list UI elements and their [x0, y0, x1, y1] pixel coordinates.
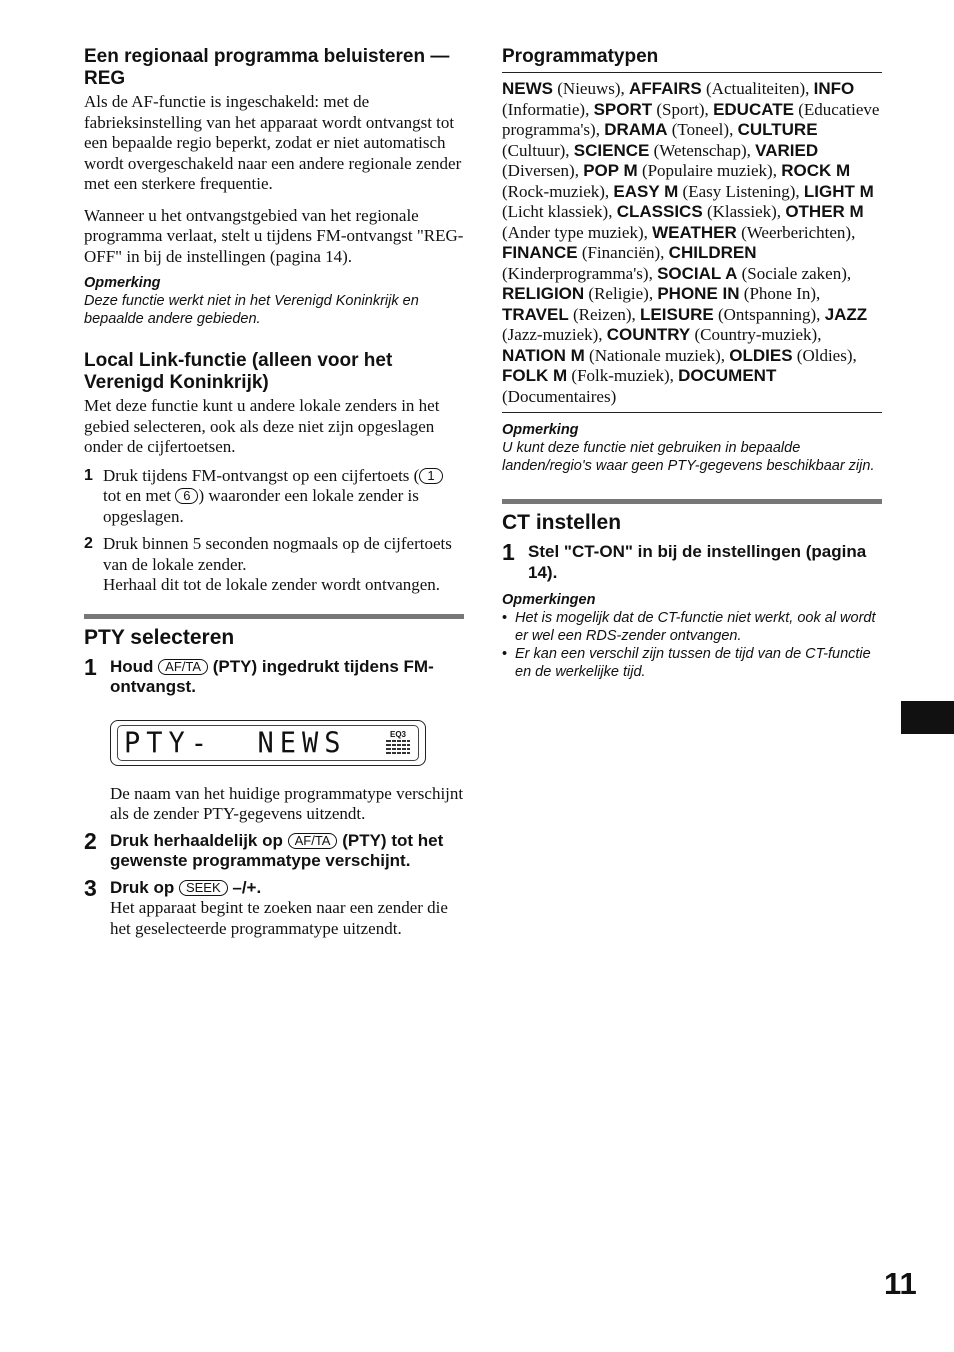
- program-type-code: NATION M: [502, 345, 585, 365]
- program-type-code: SOCIAL A: [657, 263, 738, 283]
- pty-heading: PTY selecteren: [84, 625, 235, 649]
- pty-step-3: [84, 874, 464, 940]
- step-text: tot en met: [103, 486, 176, 505]
- program-type-code: FOLK M: [502, 366, 568, 385]
- reg-note-text: Deze functie werkt niet in het Verenigd Koninkrijk en bepaalde andere gebieden.: [84, 293, 419, 327]
- program-type-desc: (Diversen),: [502, 161, 584, 180]
- program-type-code: ROCK M: [781, 161, 851, 180]
- program-type-desc: (Toneel),: [667, 120, 738, 139]
- program-type-code: CLASSICS: [616, 202, 703, 221]
- program-type-code: VARIED: [755, 140, 819, 160]
- right-column: [502, 46, 882, 681]
- program-type-code: SPORT: [593, 99, 653, 119]
- ct-step-1: [502, 539, 882, 583]
- eq-indicator: [384, 730, 412, 762]
- step-text: Houd: [110, 656, 159, 676]
- program-type-code: JAZZ: [824, 304, 868, 324]
- lcd-screen: [117, 725, 419, 761]
- section-divider: [84, 614, 464, 619]
- left-column: [84, 46, 464, 943]
- program-type-desc: (Oldies),: [792, 345, 857, 365]
- step-text: Herhaal dit tot de lokale zender wordt ontvangen.: [103, 575, 441, 594]
- program-type-code: LIGHT M: [803, 181, 874, 201]
- lcd-text: PTY- NEWS: [124, 726, 347, 760]
- program-type-code: OLDIES: [729, 345, 793, 365]
- step-text: Druk binnen 5 seconden nogmaals op de cijfertoets van de lokale zender.: [103, 534, 452, 574]
- step-text: (PTY) tot het gewenste programmatype verschijnt.: [110, 830, 444, 870]
- eq-label: EQ3: [389, 729, 406, 739]
- seek-key: SEEK: [179, 880, 228, 896]
- program-type-code: RELIGION: [502, 284, 585, 303]
- program-type-code: EDUCATE: [713, 99, 794, 119]
- local-link-heading: Local Link-functie (alleen voor het Verenigd Koninkrijk): [84, 350, 393, 393]
- program-type-code: FINANCE: [502, 243, 578, 262]
- program-types-list: [502, 79, 882, 407]
- step-text: Druk op: [110, 877, 179, 897]
- eq-bars-icon: [384, 739, 412, 757]
- program-type-desc: (Kinderprogramma's),: [502, 263, 658, 283]
- program-type-code: SCIENCE: [573, 140, 650, 160]
- program-type-desc: (Nieuws),: [553, 79, 630, 98]
- pty-step-1: [84, 653, 464, 698]
- program-type-code: DOCUMENT: [678, 366, 777, 385]
- program-type-code: COUNTRY: [606, 325, 691, 344]
- pty-step-3-desc: Het apparaat begint te zoeken naar een zender die het geselecteerde programmatype uitzendt.: [110, 898, 448, 938]
- program-type-desc: (Financiën),: [577, 243, 669, 262]
- af-ta-key: AF/TA: [158, 659, 208, 675]
- step-number: 1: [84, 653, 97, 680]
- step-number: 2: [84, 827, 97, 854]
- program-type-desc: (Populaire muziek),: [637, 161, 782, 180]
- step-number: 2: [84, 535, 93, 552]
- local-link-steps: [84, 466, 464, 596]
- page-number: 11: [884, 1266, 917, 1301]
- step-text: ) waaronder een lokale zender is opgeslagen.: [103, 486, 419, 526]
- program-type-desc: (Jazz-muziek),: [502, 325, 607, 344]
- program-type-code: DRAMA: [604, 120, 668, 139]
- program-type-desc: (Actualiteiten),: [701, 79, 814, 98]
- program-type-desc: (Folk-muziek),: [567, 366, 679, 385]
- program-type-code: AFFAIRS: [629, 79, 702, 98]
- program-type-desc: (Klassiek),: [702, 202, 786, 221]
- program-type-code: POP M: [583, 161, 638, 180]
- program-type-desc: (Nationale muziek),: [584, 345, 730, 365]
- local-link-step-1: [84, 466, 464, 528]
- section-tab-marker: [901, 701, 954, 734]
- program-type-code: LEISURE: [640, 304, 714, 324]
- program-type-desc: (Sport),: [652, 99, 714, 119]
- program-type-code: PHONE IN: [657, 284, 740, 303]
- program-type-code: CULTURE: [737, 120, 818, 139]
- reg-paragraph-2: Wanneer u het ontvangstgebied van het regionale programma verlaat, stelt u tijdens FM-ontvangst "REG-OFF" in bij de instellingen (pagina 14).: [84, 205, 464, 266]
- program-type-desc: (Country-muziek),: [690, 325, 822, 344]
- key-6-button: 6: [175, 488, 198, 504]
- program-type-code: INFO: [813, 79, 855, 98]
- step-number: 1: [84, 466, 93, 484]
- program-type-desc: (Ontspanning),: [713, 304, 825, 324]
- program-type-desc: (Ander type muziek),: [502, 222, 653, 242]
- lcd-display: [110, 720, 426, 766]
- reg-note-title: Opmerking: [84, 275, 161, 291]
- program-type-desc: (Sociale zaken),: [737, 263, 852, 283]
- step-number: 3: [84, 874, 97, 901]
- program-note-text: U kunt deze functie niet gebruiken in bepaalde landen/regio's waar geen PTY-gegevens beschikbaar zijn.: [502, 440, 875, 474]
- program-type-desc: (Weerberichten),: [736, 222, 856, 242]
- step-text: (PTY) ingedrukt tijdens FM-ontvangst.: [110, 656, 434, 696]
- local-link-step-2: [84, 534, 464, 596]
- ct-notes-title: Opmerkingen: [502, 592, 596, 608]
- local-link-intro: Met deze functie kunt u andere lokale zenders in het gebied selecteren, ook als deze niet zijn opgeslagen onder de cijfertoetsen.: [84, 396, 440, 456]
- program-type-code: WEATHER: [652, 222, 737, 242]
- program-type-desc: (Documentaires): [502, 386, 617, 406]
- program-type-desc: (Licht klassiek),: [502, 202, 617, 221]
- key-1-button: 1: [419, 468, 442, 484]
- ct-note-item: • Er kan een verschil zijn tussen de tijd van de CT-functie en de werkelijke tijd.: [502, 645, 882, 681]
- program-type-desc: (Educatieve programma's),: [502, 99, 880, 139]
- program-type-desc: (Informatie),: [502, 99, 594, 119]
- ct-notes-list: [502, 609, 882, 681]
- ct-heading: CT instellen: [502, 511, 622, 534]
- program-types-heading: Programmatypen: [502, 46, 659, 67]
- step-text: Druk herhaaldelijk op: [110, 830, 288, 850]
- program-type-desc: (Rock-muziek),: [502, 181, 614, 201]
- pty-step-2: [84, 827, 464, 872]
- program-type-desc: (Easy Listening),: [678, 181, 804, 201]
- program-type-code: NEWS: [502, 79, 553, 98]
- reg-heading: Een regionaal programma beluisteren — REG: [84, 46, 450, 89]
- step-text: Stel "CT-ON" in bij de instellingen (pagina 14).: [528, 542, 867, 582]
- program-type-code: CHILDREN: [668, 243, 757, 262]
- section-divider: [502, 499, 882, 504]
- program-type-desc: (Reizen),: [568, 304, 641, 324]
- step-number: 1: [502, 539, 515, 565]
- program-type-desc: (Religie),: [584, 284, 658, 303]
- program-type-desc: (Cultuur),: [502, 140, 574, 160]
- program-type-code: TRAVEL: [502, 304, 569, 324]
- program-note-title: Opmerking: [502, 422, 579, 438]
- program-type-desc: (Wetenschap),: [649, 140, 756, 160]
- program-type-desc: (Phone In),: [739, 284, 821, 303]
- pty-step-1-desc: De naam van het huidige programmatype verschijnt als de zender PTY-gegevens uitzendt.: [110, 783, 464, 823]
- program-types-rule-top: [502, 72, 882, 73]
- step-text: –/+.: [227, 877, 262, 897]
- ct-note-item: • Het is mogelijk dat de CT-functie niet werkt, ook al wordt er wel een RDS-zender ontvangen.: [502, 609, 882, 645]
- step-text: Druk tijdens FM-ontvangst op een cijfertoets (: [103, 465, 420, 485]
- program-type-code: OTHER M: [785, 202, 864, 221]
- program-type-code: EASY M: [613, 181, 679, 201]
- reg-paragraph-1: Als de AF-functie is ingeschakeld: met de fabrieksinstelling van het apparaat wordt ontvangst tot een bepaalde regio beperkt, zodat er niet automatisch wordt overgeschakeld naar een andere regionale zender met een sterkere frequentie.: [84, 92, 462, 193]
- af-ta-key: AF/TA: [288, 833, 338, 849]
- program-types-rule-bottom: [502, 412, 882, 413]
